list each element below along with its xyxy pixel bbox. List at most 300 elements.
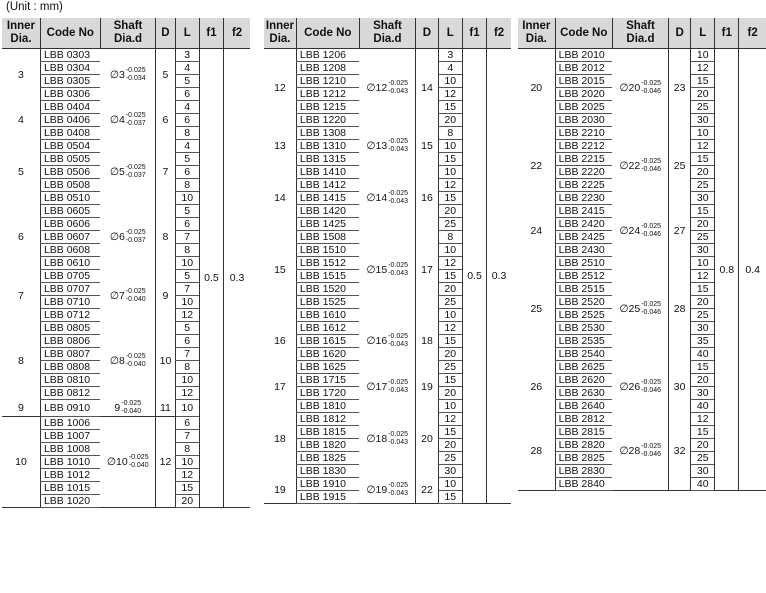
shaft-dia-cell [359,374,416,400]
header-d: D [156,18,175,49]
tolerance-lower: -0.046 [641,230,662,238]
inner-dia-cell: 8 [18,354,24,367]
code-no-cell: LBB 1006 [40,416,100,429]
inner-dia-cell: 20 [530,81,543,94]
inner-dia-cell: 14 [274,192,286,204]
shaft-dia-cell [100,270,156,322]
code-no-cell: LBB 2415 [555,205,612,218]
length-cell: 5 [175,75,199,88]
code-no-cell: LBB 0304 [40,62,100,75]
shaft-dia-value: ∅15 [366,263,388,276]
inner-dia-cell: 5 [18,166,24,178]
code-no-cell: LBB 2010 [555,49,612,62]
shaft-tolerance [641,223,661,239]
shaft-dia-value: ∅16 [366,334,388,347]
length-cell: 15 [438,374,462,387]
length-cell: 7 [175,348,199,361]
header-inner-line1: Inner [522,20,551,32]
shaft-dia-value: ∅7 [109,289,125,302]
length-cell: 7 [175,231,199,244]
length-cell: 10 [438,75,462,88]
outer-dia-cell: 22 [416,478,438,504]
tolerance-lower: -0.046 [641,308,662,316]
tolerance-upper: -0.025 [128,453,149,461]
length-cell: 20 [691,374,715,387]
shaft-dia-cell [612,257,668,361]
tolerance-lower: -0.043 [388,87,409,95]
length-cell: 15 [691,426,715,439]
tolerance-lower: -0.046 [641,165,662,173]
code-no-cell: LBB 1510 [296,244,359,257]
f1-cell: 0.8 [715,49,739,491]
length-cell: 6 [175,114,199,127]
code-no-cell: LBB 1812 [296,413,359,426]
table-row [264,49,511,62]
outer-dia-cell: 23 [669,49,691,127]
outer-dia-cell: 10 [156,322,175,400]
code-no-cell: LBB 1208 [296,62,359,75]
length-cell: 30 [438,465,462,478]
outer-dia-cell: 28 [669,257,691,361]
code-no-cell: LBB 1020 [40,494,100,507]
code-no-cell: LBB 0806 [40,335,100,348]
shaft-dia-value: ∅18 [366,432,388,445]
outer-dia-cell: 5 [156,49,175,101]
code-no-cell: LBB 2620 [555,374,612,387]
outer-dia-cell: 6 [156,101,175,140]
code-no-cell: LBB 2230 [555,192,612,205]
outer-dia-cell: 25 [669,127,691,205]
length-cell: 12 [438,179,462,192]
code-no-cell: LBB 2625 [555,361,612,374]
outer-dia-cell: 14 [416,49,438,127]
tolerance-upper: -0.025 [125,287,146,295]
shaft-tolerance [126,164,146,180]
code-no-cell: LBB 2015 [555,75,612,88]
length-cell: 15 [691,75,715,88]
shaft-tolerance [126,353,146,369]
shaft-dia-value: ∅20 [619,81,641,94]
shaft-dia-value: ∅5 [109,165,125,178]
length-cell: 10 [175,455,199,468]
code-no-cell: LBB 0305 [40,75,100,88]
tolerance-upper: -0.025 [641,222,662,230]
shaft-dia-value: ∅25 [619,302,641,315]
shaft-dia-cell [359,231,416,309]
header-l: L [438,18,462,49]
length-cell: 12 [691,62,715,75]
code-no-cell: LBB 1520 [296,283,359,296]
length-cell: 15 [691,153,715,166]
header-d: D [416,18,438,49]
code-no-cell: LBB 0508 [40,179,100,192]
length-cell: 15 [438,335,462,348]
tolerance-lower: -0.040 [125,360,146,368]
code-no-cell: LBB 0606 [40,218,100,231]
length-cell: 15 [438,101,462,114]
f2-cell: 0.3 [487,49,511,504]
tolerance-lower: -0.043 [388,438,409,446]
shaft-dia-cell [612,49,668,127]
inner-dia-cell: 7 [18,289,24,302]
shaft-dia-cell [612,361,668,413]
tolerance-lower: -0.037 [125,120,146,127]
length-cell: 40 [691,400,715,413]
code-no-cell: LBB 1515 [296,270,359,283]
header-row [264,18,511,49]
length-cell: 12 [691,140,715,153]
length-cell: 25 [438,361,462,374]
header-f2: f2 [224,18,250,49]
inner-dia-cell: 15 [274,263,286,276]
shaft-tolerance [126,229,146,245]
tolerance-upper: -0.025 [388,430,409,438]
header-code-no: Code No [555,18,612,49]
length-cell: 25 [691,309,715,322]
length-cell: 15 [438,153,462,166]
spec-table-left [2,18,250,508]
outer-dia-cell: 12 [156,416,175,507]
length-cell: 4 [175,101,199,114]
code-no-cell: LBB 0807 [40,348,100,361]
header-inner-line1: Inner [265,20,294,32]
header-shaft-dia [100,18,156,49]
tolerance-upper: -0.025 [641,79,662,87]
tolerance-upper: -0.025 [388,138,409,145]
length-cell: 8 [438,127,462,140]
tolerance-upper: -0.025 [125,66,146,74]
length-cell: 12 [691,413,715,426]
code-no-cell: LBB 2220 [555,166,612,179]
code-no-cell: LBB 2540 [555,348,612,361]
header-code-no: Code No [40,18,100,49]
shaft-tolerance [388,262,408,278]
header-inner-line2: Dia. [525,33,547,45]
shaft-dia-value: ∅13 [366,139,388,152]
header-f1: f1 [462,18,486,49]
length-cell: 15 [175,481,199,494]
length-cell: 20 [175,494,199,507]
code-no-cell: LBB 1825 [296,452,359,465]
code-no-cell: LBB 2215 [555,153,612,166]
code-no-cell: LBB 1915 [296,491,359,504]
length-cell: 10 [175,400,199,417]
length-cell: 10 [691,257,715,270]
code-no-cell: LBB 1820 [296,439,359,452]
length-cell: 6 [175,218,199,231]
code-no-cell: LBB 0510 [40,192,100,205]
tolerance-upper: -0.025 [388,261,409,269]
shaft-tolerance [129,454,149,470]
code-no-cell: LBB 1830 [296,465,359,478]
length-cell: 15 [691,205,715,218]
code-no-cell: LBB 2515 [555,283,612,296]
f2-cell: 0.4 [739,49,766,491]
spec-table-right [518,18,766,491]
length-cell: 10 [438,166,462,179]
code-no-cell: LBB 2520 [555,296,612,309]
length-cell: 35 [691,335,715,348]
length-cell: 5 [175,153,199,166]
length-cell: 12 [438,257,462,270]
code-no-cell: LBB 0608 [40,244,100,257]
spec-table-middle [264,18,511,504]
length-cell: 8 [175,361,199,374]
header-inner-line2: Dia. [10,33,32,45]
code-no-cell: LBB 0910 [40,400,100,417]
inner-dia-cell: 26 [530,380,543,393]
length-cell: 4 [438,62,462,75]
tolerance-lower: -0.043 [388,386,409,394]
shaft-dia-cell [612,127,668,205]
shaft-tolerance [388,482,408,498]
shaft-dia-value: ∅8 [109,354,125,367]
outer-dia-cell: 9 [156,270,175,322]
shaft-dia-cell [359,166,416,231]
code-no-cell: LBB 1008 [40,442,100,455]
shaft-tolerance [641,379,661,395]
tolerance-lower: -0.043 [388,198,409,205]
shaft-tolerance [388,138,408,154]
code-no-cell: LBB 1720 [296,387,359,400]
length-cell: 15 [438,270,462,283]
code-no-cell: LBB 1525 [296,296,359,309]
length-cell: 12 [691,270,715,283]
length-cell: 7 [175,429,199,442]
tolerance-lower: -0.046 [641,451,662,459]
code-no-cell: LBB 2820 [555,439,612,452]
shaft-dia-value: ∅19 [366,484,388,497]
header-f1: f1 [715,18,739,49]
shaft-tolerance [126,67,146,83]
length-cell: 12 [175,309,199,322]
code-no-cell: LBB 0506 [40,166,100,179]
shaft-tolerance [641,158,661,174]
length-cell: 10 [438,400,462,413]
length-cell: 5 [175,205,199,218]
code-no-cell: LBB 0710 [40,296,100,309]
header-row [518,18,766,49]
code-no-cell: LBB 2840 [555,478,612,491]
code-no-cell: LBB 2012 [555,62,612,75]
shaft-dia-value: ∅24 [619,224,641,237]
shaft-tolerance [388,190,408,206]
tolerance-lower: -0.043 [388,269,409,277]
inner-dia-cell: 6 [18,231,24,243]
outer-dia-cell: 11 [156,400,175,417]
length-cell: 3 [175,49,199,62]
header-f2: f2 [487,18,511,49]
outer-dia-cell: 16 [416,166,438,231]
inner-dia-cell: 28 [530,445,543,458]
shaft-dia-value: ∅3 [109,68,125,81]
length-cell: 10 [691,49,715,62]
code-no-cell: LBB 1010 [40,455,100,468]
tolerance-lower: -0.043 [388,341,409,348]
code-no-cell: LBB 2512 [555,270,612,283]
length-cell: 8 [175,179,199,192]
length-cell: 30 [691,192,715,205]
tolerance-lower: -0.034 [125,74,146,82]
length-cell: 5 [175,322,199,335]
shaft-dia-cell [100,322,156,400]
length-cell: 6 [175,416,199,429]
outer-dia-cell: 27 [669,205,691,257]
header-shaft-line1: Shaft [373,20,402,32]
length-cell: 20 [438,387,462,400]
tolerance-upper: -0.025 [121,399,142,407]
code-no-cell: LBB 1412 [296,179,359,192]
tolerance-lower: -0.040 [125,295,146,303]
shaft-dia-cell [612,413,668,491]
length-cell: 10 [691,127,715,140]
code-no-cell: LBB 1625 [296,361,359,374]
shaft-dia-value: ∅4 [109,113,125,126]
tolerance-upper: -0.025 [125,229,146,236]
length-cell: 30 [691,465,715,478]
shaft-dia-value: ∅14 [366,191,388,204]
shaft-dia-value: 9 [114,401,121,414]
code-no-cell: LBB 2830 [555,465,612,478]
length-cell: 10 [438,309,462,322]
inner-dia-cell: 13 [274,140,286,152]
f1-cell: 0.5 [199,49,223,508]
shaft-dia-value: ∅12 [366,81,388,94]
code-no-cell: LBB 1815 [296,426,359,439]
shaft-dia-cell [100,101,156,140]
code-no-cell: LBB 2430 [555,244,612,257]
shaft-tolerance [641,301,661,317]
shaft-dia-value: ∅26 [619,380,641,393]
length-cell: 10 [175,257,199,270]
length-cell: 25 [691,452,715,465]
code-no-cell: LBB 2210 [555,127,612,140]
shaft-dia-cell [359,478,416,504]
shaft-tolerance [641,443,661,459]
length-cell: 30 [691,387,715,400]
f2-cell: 0.3 [224,49,250,508]
tolerance-lower: -0.040 [121,407,142,415]
code-no-cell: LBB 2212 [555,140,612,153]
length-cell: 12 [438,88,462,101]
length-cell: 8 [438,231,462,244]
inner-dia-cell: 25 [530,302,543,315]
tolerance-upper: -0.025 [388,333,409,340]
length-cell: 40 [691,348,715,361]
code-no-cell: LBB 2630 [555,387,612,400]
shaft-dia-cell [359,400,416,478]
header-shaft-line1: Shaft [113,20,143,32]
length-cell: 12 [438,413,462,426]
header-f2: f2 [739,18,766,49]
shaft-tolerance [388,379,408,395]
length-cell: 20 [438,205,462,218]
length-cell: 15 [691,361,715,374]
length-cell: 8 [175,442,199,455]
shaft-dia-cell [100,49,156,101]
length-cell: 10 [438,140,462,153]
code-no-cell: LBB 0808 [40,361,100,374]
header-f1: f1 [199,18,223,49]
code-no-cell: LBB 1910 [296,478,359,491]
length-cell: 20 [438,439,462,452]
inner-dia-cell: 10 [15,455,27,468]
tolerance-lower: -0.046 [641,386,662,394]
table-row [2,49,250,62]
f1-cell: 0.5 [462,49,486,504]
length-cell: 25 [438,452,462,465]
table-row [518,49,766,62]
length-cell: 10 [175,192,199,205]
code-no-cell: LBB 1420 [296,205,359,218]
tolerance-upper: -0.025 [125,112,146,119]
inner-dia-cell: 18 [274,432,286,445]
code-no-cell: LBB 0605 [40,205,100,218]
code-no-cell: LBB 1415 [296,192,359,205]
code-no-cell: LBB 0505 [40,153,100,166]
length-cell: 4 [175,62,199,75]
code-no-cell: LBB 1508 [296,231,359,244]
shaft-dia-cell [100,400,156,417]
shaft-tolerance [126,112,146,128]
outer-dia-cell: 30 [669,361,691,413]
code-no-cell: LBB 2812 [555,413,612,426]
code-no-cell: LBB 0607 [40,231,100,244]
code-no-cell: LBB 1315 [296,153,359,166]
header-shaft-line2: Dia.d [113,33,143,45]
tolerance-upper: -0.025 [641,157,662,165]
tolerance-upper: -0.025 [641,300,662,308]
header-inner-line1: Inner [6,20,36,32]
code-no-cell: LBB 0406 [40,114,100,127]
header-shaft-line2: Dia.d [373,33,402,45]
shaft-dia-cell [359,309,416,374]
length-cell: 12 [438,322,462,335]
header-inner-line2: Dia. [269,33,291,45]
shaft-tolerance [121,400,141,416]
tolerance-upper: -0.025 [641,378,662,386]
length-cell: 25 [691,101,715,114]
inner-dia-cell: 4 [18,114,24,126]
tolerance-upper: -0.025 [388,190,409,197]
tolerance-upper: -0.025 [125,352,146,360]
header-shaft-dia [612,18,668,49]
length-cell: 10 [175,374,199,387]
length-cell: 10 [438,478,462,491]
tolerance-upper: -0.025 [641,443,662,451]
length-cell: 20 [691,218,715,231]
length-cell: 30 [691,244,715,257]
length-cell: 40 [691,478,715,491]
tolerance-lower: -0.037 [125,172,146,179]
shaft-dia-cell [100,140,156,205]
shaft-dia-cell [100,416,156,507]
code-no-cell: LBB 0805 [40,322,100,335]
code-no-cell: LBB 1615 [296,335,359,348]
shaft-tolerance [388,80,408,96]
code-no-cell: LBB 1610 [296,309,359,322]
inner-dia-cell: 12 [274,81,286,94]
code-no-cell: LBB 1410 [296,166,359,179]
code-no-cell: LBB 0408 [40,127,100,140]
code-no-cell: LBB 0610 [40,257,100,270]
code-no-cell: LBB 0810 [40,374,100,387]
code-no-cell: LBB 0303 [40,49,100,62]
shaft-dia-cell [100,205,156,270]
length-cell: 25 [691,179,715,192]
outer-dia-cell: 32 [669,413,691,491]
tolerance-lower: -0.040 [128,461,149,469]
